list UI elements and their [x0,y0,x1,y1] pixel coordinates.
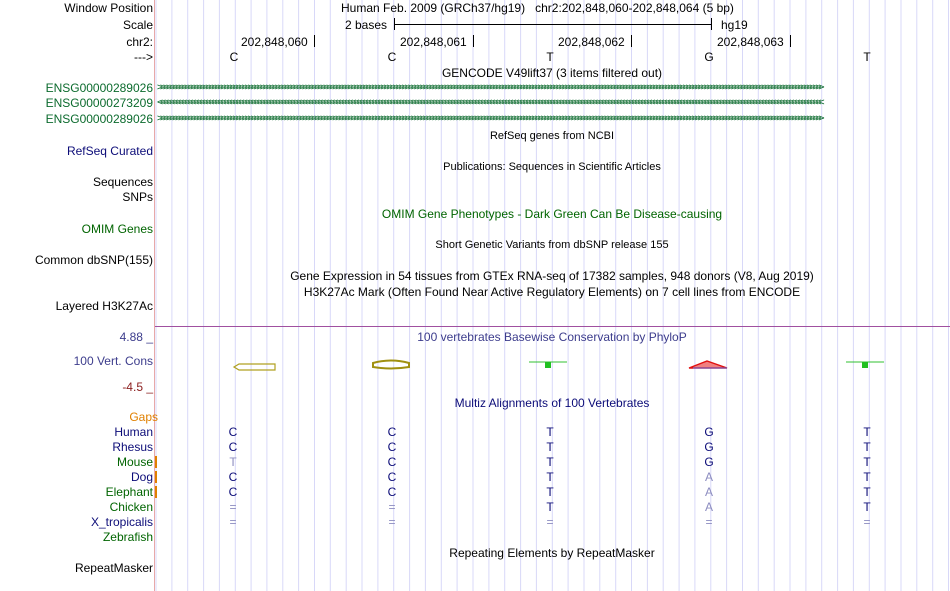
gencode-gene-1-track[interactable]: >>>>>>>>>>>>>>>>>>>>>>>>>>>>>>>>>>>>>>>>>>>>>>>>>>>>>>>>>>>>>>>>>>>>>>>>>>>>>>>>>>>>>>>>>>>>>>>>>>>>>>>>>>>>>>>>>>>>>>>>>>>>>>>>>>>>>>>>>>>>>>>>>>>>>>>>>>>>>>>>>>>>>>>>>>>>>>>>>>>>>>>>>>>>>>>>>>>>>>>>>>>>>>>>>>>>>>>>>>>> [157,82,822,93]
aligned-base: A [704,500,714,514]
omim-track-title[interactable]: OMIM Gene Phenotypes - Dark Green Can Be Disease-causing [381,207,723,221]
snps-track-label[interactable]: SNPs [122,190,153,204]
aligned-base: = [863,515,871,529]
aligned-base: C [387,440,397,454]
ruler-position-2: 202,848,061 [400,35,467,49]
gencode-gene-3-label[interactable]: ENSG00000289026 [45,112,153,126]
aligned-base: T [863,440,871,454]
base-3: T [546,50,554,64]
phylop-max-value: 4.88 _ [119,330,153,344]
dbsnp-track-label[interactable]: Common dbSNP(155) [34,253,153,267]
phylop-track-title[interactable]: 100 vertebrates Basewise Conservation by PhyloP [417,330,687,344]
aligned-base: T [863,470,871,484]
phylop-glyphs [155,354,950,376]
sequences-track-label[interactable]: Sequences [92,175,153,189]
aligned-base: C [228,425,238,439]
dbsnp-track-title[interactable]: Short Genetic Variants from dbSNP release 155 [435,239,669,251]
species-label-elephant[interactable]: Elephant [105,485,153,499]
ruler-tick-1 [314,35,315,47]
aligned-base: = [546,515,554,529]
scale-bar-left-tick [394,18,395,30]
aligned-base: G [704,425,714,439]
species-gap-marker [155,486,157,498]
base-4: G [704,50,714,64]
aligned-base: T [546,425,554,439]
phylop-glyph-3 [529,362,567,368]
window-position-label: Window Position [64,1,153,15]
base-2: C [387,50,397,64]
aligned-base: T [546,455,554,469]
aligned-base: C [387,485,397,499]
aligned-base: T [229,455,237,469]
gencode-gene-1-label[interactable]: ENSG00000289026 [45,81,153,95]
aligned-base: C [228,485,238,499]
species-label-zebrafish[interactable]: Zebrafish [102,530,153,544]
window-position-value[interactable]: Human Feb. 2009 (GRCh37/hg19) chr2:202,848,060-202,848,064 (5 bp) [341,1,734,15]
species-label-human[interactable]: Human [114,425,153,439]
phylop-glyph-1 [234,364,275,370]
gtex-track-title[interactable]: Gene Expression in 54 tissues from GTEx RNA-seq of 17382 samples, 948 donors (V8, Aug 2019) [290,269,814,283]
omim-track-label[interactable]: OMIM Genes [81,222,153,236]
aligned-base: G [704,455,714,469]
gencode-gene-2-label[interactable]: ENSG00000273209 [45,96,153,110]
scale-bar-right-tick [711,18,712,30]
scale-value: 2 bases [345,18,388,32]
aligned-base: = [388,500,396,514]
multiz-track-title[interactable]: Multiz Alignments of 100 Vertebrates [454,396,650,410]
label-separator [154,0,155,591]
ruler-position-3: 202,848,062 [558,35,625,49]
gencode-track-title[interactable]: GENCODE V49lift37 (3 items filtered out) [441,66,663,80]
species-gap-marker [155,456,157,468]
species-label-rhesus[interactable]: Rhesus [112,440,153,454]
aligned-base: = [229,500,237,514]
aligned-base: A [704,485,714,499]
strand-arrow-label[interactable]: ---> [134,50,153,64]
scale-assembly: hg19 [721,18,748,32]
aligned-base: C [387,470,397,484]
h3k27ac-track-label[interactable]: Layered H3K27Ac [55,299,153,313]
phylop-track-label[interactable]: 100 Vert. Cons [73,354,153,368]
chrom-label: chr2: [126,35,153,49]
aligned-base: T [863,485,871,499]
species-label-x_tropicalis[interactable]: X_tropicalis [90,515,153,529]
species-label-dog[interactable]: Dog [130,470,153,484]
aligned-base: = [388,515,396,529]
repeatmasker-track-title[interactable]: Repeating Elements by RepeatMasker [449,546,655,560]
phylop-min-value: -4.5 _ [122,380,153,394]
aligned-base: T [863,425,871,439]
aligned-base: C [228,470,238,484]
species-label-chicken[interactable]: Chicken [109,500,153,514]
ruler-tick-3 [631,35,632,47]
gencode-gene-3-track[interactable]: >>>>>>>>>>>>>>>>>>>>>>>>>>>>>>>>>>>>>>>>>>>>>>>>>>>>>>>>>>>>>>>>>>>>>>>>>>>>>>>>>>>>>>>>>>>>>>>>>>>>>>>>>>>>>>>>>>>>>>>>>>>>>>>>>>>>>>>>>>>>>>>>>>>>>>>>>>>>>>>>>>>>>>>>>>>>>>>>>>>>>>>>>>>>>>>>>>>>>>>>>>>>>>>>>>>>>>>>>>>> [157,113,822,124]
aligned-base: T [546,485,554,499]
species-gap-marker [155,471,157,483]
base-5: T [863,50,871,64]
ruler-tick-2 [473,35,474,47]
aligned-base: C [228,440,238,454]
scale-bar [394,24,711,25]
aligned-base: G [704,440,714,454]
aligned-base: C [387,455,397,469]
scale-label: Scale [122,18,153,32]
publications-track-title[interactable]: Publications: Sequences in Scientific Articles [443,161,661,173]
phylop-glyph-5 [846,362,884,368]
aligned-base: T [863,455,871,469]
ruler-position-1: 202,848,060 [241,35,308,49]
refseq-track-title[interactable]: RefSeq genes from NCBI [489,130,615,142]
repeatmasker-track-label[interactable]: RepeatMasker [74,561,153,575]
aligned-base: = [705,515,713,529]
refseq-track-label[interactable]: RefSeq Curated [66,144,153,158]
aligned-base: T [546,500,554,514]
aligned-base: = [229,515,237,529]
base-1: C [229,50,239,64]
aligned-base: C [387,425,397,439]
aligned-base: T [546,470,554,484]
gencode-gene-2-track[interactable]: <<<<<<<<<<<<<<<<<<<<<<<<<<<<<<<<<<<<<<<<<<<<<<<<<<<<<<<<<<<<<<<<<<<<<<<<<<<<<<<<<<<<<<<<<<<<<<<<<<<<<<<<<<<<<<<<<<<<<<<<<<<<<<<<<<<<<<<<<<<<<<<<<<<<<<<<<<<<<<<<<<<<<<<<<<<<<<<<<<<<<<<<<<<<<<<<<<<<<<<<<<<<<<<<<<<<<<<<<<<< [157,97,822,108]
ruler-position-4: 202,848,063 [717,35,784,49]
aligned-base: A [704,470,714,484]
h3k27ac-signal-line [155,326,950,327]
aligned-base: T [546,440,554,454]
aligned-base: T [863,500,871,514]
phylop-glyph-2 [373,361,409,369]
gaps-label[interactable]: Gaps [129,410,158,424]
phylop-glyph-4 [689,361,727,368]
species-label-mouse[interactable]: Mouse [116,455,153,469]
ruler-tick-4 [790,35,791,47]
h3k27ac-track-title[interactable]: H3K27Ac Mark (Often Found Near Active Regulatory Elements) on 7 cell lines from ENCODE [303,285,801,299]
